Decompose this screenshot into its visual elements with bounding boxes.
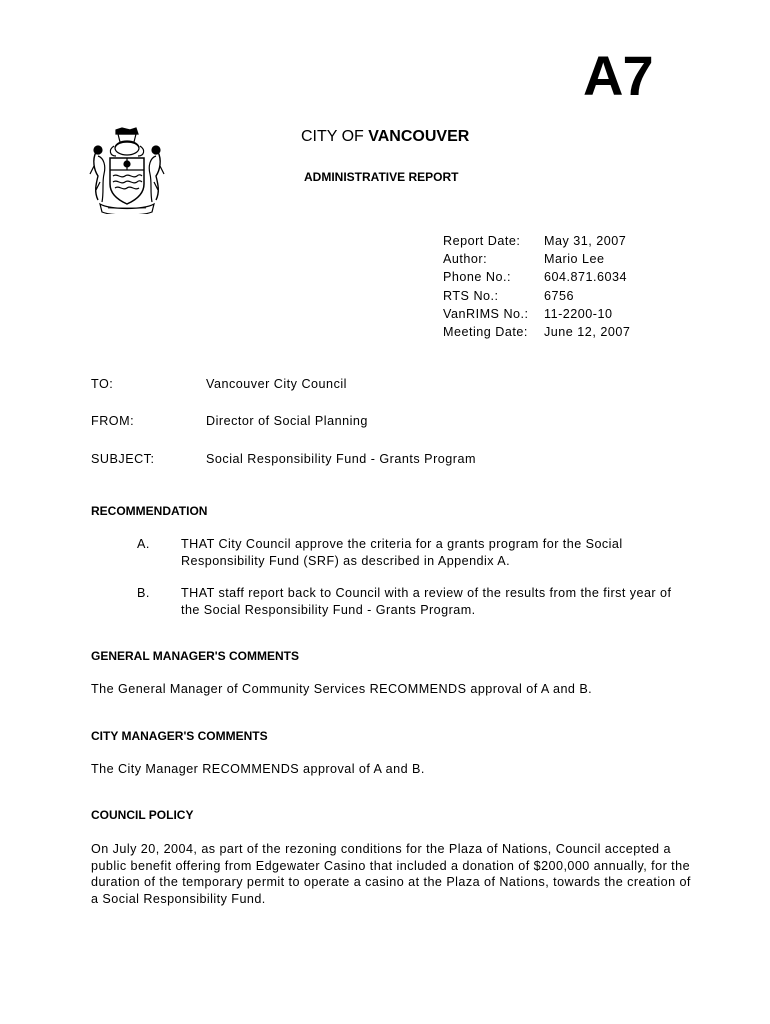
city-title-name: VANCOUVER <box>368 128 470 145</box>
subject-row <box>91 450 476 468</box>
cm-comments-text: The City Manager RECOMMENDS approval of A and B. <box>91 762 425 776</box>
recommendation-b <box>137 585 681 618</box>
rts-label: RTS No.: <box>443 288 499 303</box>
gm-comments-heading: GENERAL MANAGER'S COMMENTS <box>91 649 299 663</box>
city-title <box>301 128 469 146</box>
vanrims-value: 11-2200-10 <box>544 306 613 321</box>
author-label: Author: <box>443 252 488 267</box>
recommendation-a <box>137 536 681 569</box>
cm-comments-heading: CITY MANAGER'S COMMENTS <box>91 729 268 743</box>
city-crest-logo <box>86 126 168 214</box>
to-row <box>91 375 347 393</box>
author-value: Mario Lee <box>544 252 605 267</box>
to-value: Vancouver City Council <box>206 377 347 391</box>
city-title-prefix: CITY OF <box>301 128 369 145</box>
council-policy-heading: COUNCIL POLICY <box>91 808 194 822</box>
to-label: TO: <box>91 377 114 391</box>
recommendation-b-text: THAT staff report back to Council with a review of the results from the first year of the Social Responsibility Fund - Grants Program. <box>181 586 672 617</box>
gm-comments-text: The General Manager of Community Services RECOMMENDS approval of A and B. <box>91 682 593 696</box>
council-policy-text: On July 20, 2004, as part of the rezoning conditions for the Plaza of Nations, Council accepted a public benefit offering from Edgewater Casino that included a donation of $200,000 annually, for the duration of the temporary permit to operate a casino at the Plaza of Nations, towards the creation of a Social Responsibility Fund. <box>91 842 691 906</box>
from-label: FROM: <box>91 414 135 428</box>
from-value: Director of Social Planning <box>206 414 368 428</box>
rts-value: 6756 <box>544 288 575 303</box>
meeting-date-value: June 12, 2007 <box>544 325 631 340</box>
report-type-title: ADMINISTRATIVE REPORT <box>304 170 459 184</box>
recommendation-a-marker: A. <box>137 537 150 551</box>
subject-value: Social Responsibility Fund - Grants Program <box>206 452 476 466</box>
meeting-date-label: Meeting Date: <box>443 325 528 340</box>
recommendation-a-text: THAT City Council approve the criteria for a grants program for the Social Responsibility Fund (SRF) as described in Appendix A. <box>181 537 623 568</box>
from-row <box>91 412 368 430</box>
recommendation-b-marker: B. <box>137 586 150 600</box>
report-date-value: May 31, 2007 <box>544 234 627 248</box>
report-metadata <box>443 232 630 341</box>
report-date-label: Report Date: <box>443 234 521 248</box>
agenda-item-number: A7 <box>583 44 653 107</box>
recommendation-heading: RECOMMENDATION <box>91 504 208 518</box>
phone-label: Phone No.: <box>443 270 512 285</box>
vanrims-label: VanRIMS No.: <box>443 306 529 321</box>
phone-value: 604.871.6034 <box>544 270 628 285</box>
subject-label: SUBJECT: <box>91 452 155 466</box>
